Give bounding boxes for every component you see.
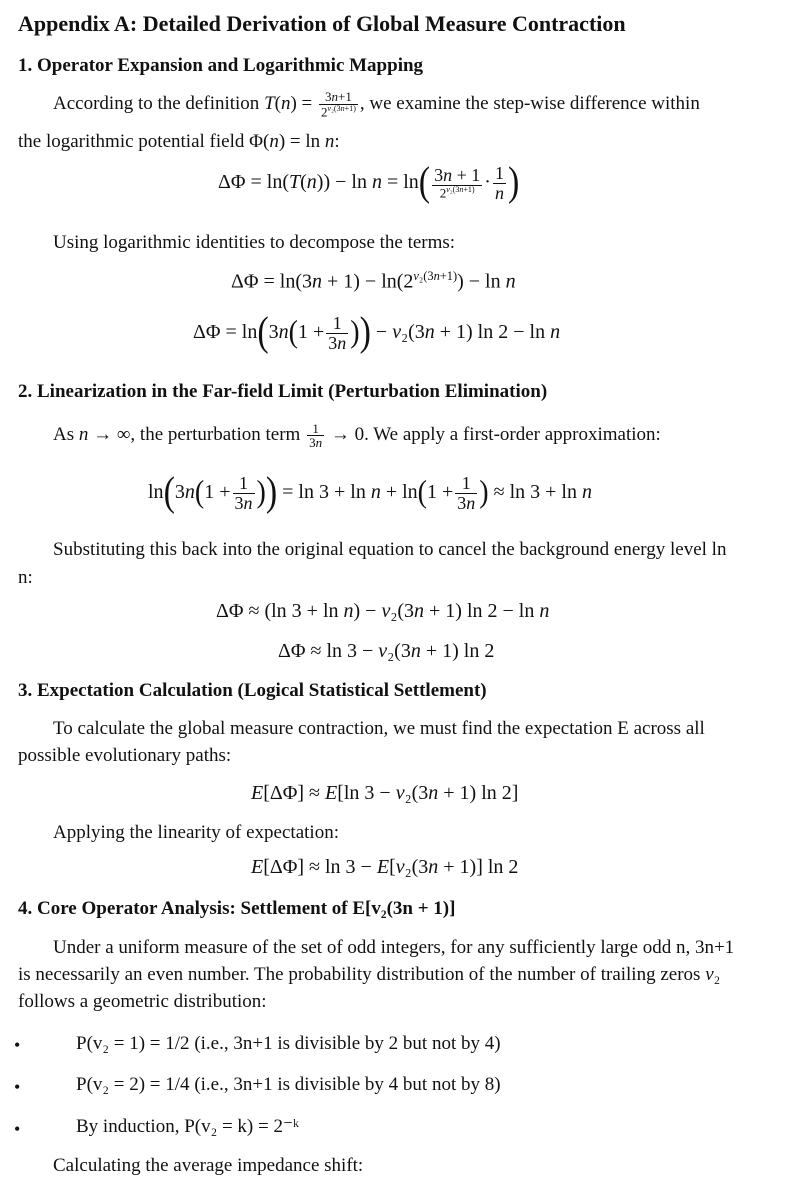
section-1-heading: 1. Operator Expansion and Logarithmic Mapping [18, 55, 424, 76]
equation-approx-1: ΔΦ ≈ (ln 3 + ln n) − v₂(3n + 1) ln 2 − ln n [216, 600, 550, 622]
equation-approx-2: ΔΦ ≈ ln 3 − v₂(3n + 1) ln 2 [278, 640, 495, 662]
paragraph-linearity: Applying the linearity of expectation: [53, 822, 339, 843]
equation-delta-phi-1: ΔΦ = ln(T(n)) − ln n = ln( $\frac{3n + 1}{2^{v_2(3n+1)}}$ · $\frac{1}{n}$ ) [218, 160, 520, 205]
equation-linearization: ln(3n(1 + $\frac{1}{3n}$ )) = ln 3 + ln n + ln(1 + $\frac{1}{3n}$ ) ≈ ln 3 + ln n [148, 470, 592, 515]
section-3-heading: 3. Expectation Calculation (Logical Statistical Settlement) [18, 680, 487, 701]
bullet-item-1: P(v₂ = 1) = 1/2 (i.e., 3n+1 is divisible by 2 but not by 4) [76, 1033, 501, 1054]
paragraph-impedance: Calculating the average impedance shift: [53, 1155, 364, 1176]
paragraph-expectation: To calculate the global measure contraction, we must find the expectation E across all [53, 718, 705, 739]
appendix-title: Appendix A: Detailed Derivation of Global Measure Contraction [18, 11, 626, 36]
paragraph-uniform-measure-cont: is necessarily an even number. The probability distribution of the number of trailing zeros v₂ [18, 964, 721, 985]
paragraph-geometric: follows a geometric distribution: [18, 991, 267, 1012]
paragraph-definition-cont: the logarithmic potential field Φ(n) = ln n: [18, 131, 340, 152]
section-2-heading: 2. Linearization in the Far-field Limit (Perturbation Elimination) [18, 381, 548, 402]
paragraph-limit: As n → ∞, the perturbation term $\frac{1}{3n}$ → 0. We apply a first-order approximation: [53, 420, 661, 451]
paragraph-definition: According to the definition T(n) = $\frac{3n+1}{2^{v_2(3n+1)}}$ , we examine the step-wise difference within [53, 89, 700, 120]
bullet-marker: • [14, 1119, 21, 1139]
bullet-item-3: By induction, P(v₂ = k) = 2⁻ᵏ [76, 1116, 300, 1137]
equation-expectation-2: E[ΔΦ] ≈ ln 3 − E[v₂(3n + 1)] ln 2 [251, 856, 519, 878]
definition-fraction: $\frac{3n+1}{2^{v_2(3n+1)}}$ [321, 89, 356, 120]
paragraph-substitute-cont: n: [18, 567, 33, 588]
equation-expectation-1: E[ΔΦ] ≈ E[ln 3 − v₂(3n + 1) ln 2] [251, 782, 519, 804]
paragraph-expectation-cont: possible evolutionary paths: [18, 745, 232, 766]
paragraph-substitute: Substituting this back into the original equation to cancel the background energy level ln [53, 539, 727, 560]
bullet-marker: • [14, 1077, 21, 1097]
bullet-marker: • [14, 1035, 21, 1055]
bullet-item-2: P(v₂ = 2) = 1/4 (i.e., 3n+1 is divisible by 4 but not by 8) [76, 1074, 501, 1095]
equation-delta-phi-2: $\Delta\Phi = \ln(3n + 1) - \ln(2^{v_2(3n+1)}) - \ln n$ [231, 269, 516, 293]
paragraph-uniform-measure: Under a uniform measure of the set of odd integers, for any sufficiently large odd n, 3n+1 [53, 937, 735, 958]
paragraph-identities: Using logarithmic identities to decompose the terms: [53, 232, 456, 253]
equation-delta-phi-3: ΔΦ = ln(3n(1 + $\frac{1}{3n}$ )) − v₂(3n + 1) ln 2 − ln n [193, 310, 561, 355]
section-4-heading: 4. Core Operator Analysis: Settlement of E[v₂(3n + 1)] [18, 898, 456, 919]
